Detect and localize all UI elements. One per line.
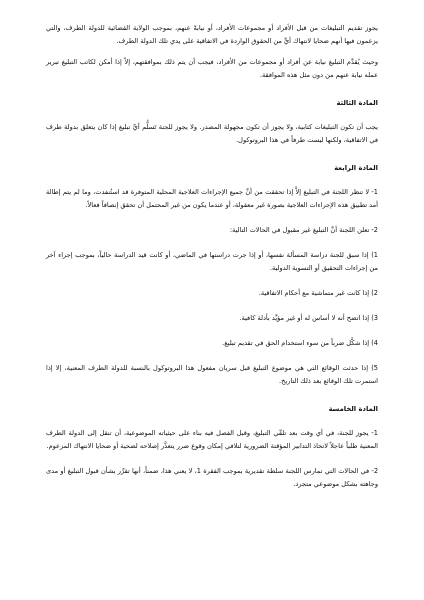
article-4-heading: المادة الرابعة [334, 164, 378, 172]
article-4-clause-1: 1- لا تنظر اللجنة في التبليغ إلاَّ إذا تحققت من أنَّ جميع الإجراءات العلاجية المحلية المتوفرة قد استُنفدت، وما لم يتم إطالة أمد تطبيق هذه الإجراءات العلاجية بصورة غير معقولة، أو عندما يكون من غير المحتمل أن تحقق إنصافاً فعالاً. [46, 188, 378, 209]
article-4-item-5: 5) إذا حدثت الوقائع التي هي موضوع التبليغ قبل سريان مفعول هذا البروتوكول بالنسبة للدولة الطرف المعنية، إلا إذا استمرت تلك الوقائع بعد ذلك التاريخ. [46, 364, 378, 385]
article-5-heading: المادة الخامسة [328, 405, 378, 413]
article-5-clause-2: 2- في الحالات التي تمارس اللجنة سلطة تقديرية بموجب الفقرة 1، لا يعني هذا، ضمناً، أنها تقرِّر بشأن قبول التبليغ أو مدى وجاهته بشكل موضوعي متجرد. [46, 467, 379, 488]
intro-paragraph-1: يجوز تقديم التبليغات من قبل الأفراد أو مجموعات الأفراد، أو نيابةً عنهم، بموجب الولاية القضائية للدولة الطرف، والتي يزعمون فيها أنهم ضحايا لانتهاك أيٍّ من الحقوق الواردة في الاتفاقية على يدي تلك الدولة الطرف. [46, 24, 378, 45]
intro-paragraph-2: وحيث يُقدَّم التبليغ نيابة عن أفراد أو مجموعات من الأفراد، فيجب أن يتم ذلك بموافقتهم، إلاّ إذا أمكن لكاتب التبليغ تبرير عمله نيابة عنهم من دون مثل هذه الموافقة. [46, 58, 378, 79]
article-4-clause-2: 2- تعلن اللجنة أنَّ التبليغ غير مقبول في الحالات التالية: [229, 226, 378, 234]
article-4-item-2: 2) إذا كانت غير متماشية مع أحكام الاتفاقية. [258, 289, 378, 297]
article-5-clause-1: 1- يجوز للجنة، في أي وقت بعد تلقّي التبليغ، وقبل الفصل فيه بناء على حيثياته الموضوعية، أن تنقل إلى الدولة الطرف المعنية طلباً عاجلاً لاتخاذ التدابير المؤقتة الضرورية لتلافي إمكان وقوع ضرر يتعذَّر إصلاحه لضحية أو ضحايا الانتهاك المزعوم. [46, 429, 378, 450]
article-4-item-1: 1) إذا سبق للجنة دراسة المسألة نفسها، أو إذا جرت دراستها في الماضي، أو كانت قيد الدراسة حالياً، بموجب إجراء آخر من إجراءات التحقيق أو التسوية الدولية. [46, 251, 378, 272]
article-4-item-3: 3) إذا اتضح أنه لا أساس له أو غير مؤيَّد بأدلة كافية. [239, 314, 378, 322]
article-4-item-4: 4) إذا شكَّل ضرباً من سوء استخدام الحق في تقديم تبليغ. [222, 339, 378, 347]
article-3-paragraph: يجب أن تكون التبليغات كتابية، ولا يجوز أن تكون مجهولة المصدر. ولا يجوز للجنة تَسلُّم أيِّ تبليغ إذا كان يتعلق بدولة طرف في الاتفاقية، ولكنها ليست طرفاً في هذا البروتوكول. [46, 123, 378, 144]
article-3-heading: المادة الثالثة [336, 99, 378, 107]
